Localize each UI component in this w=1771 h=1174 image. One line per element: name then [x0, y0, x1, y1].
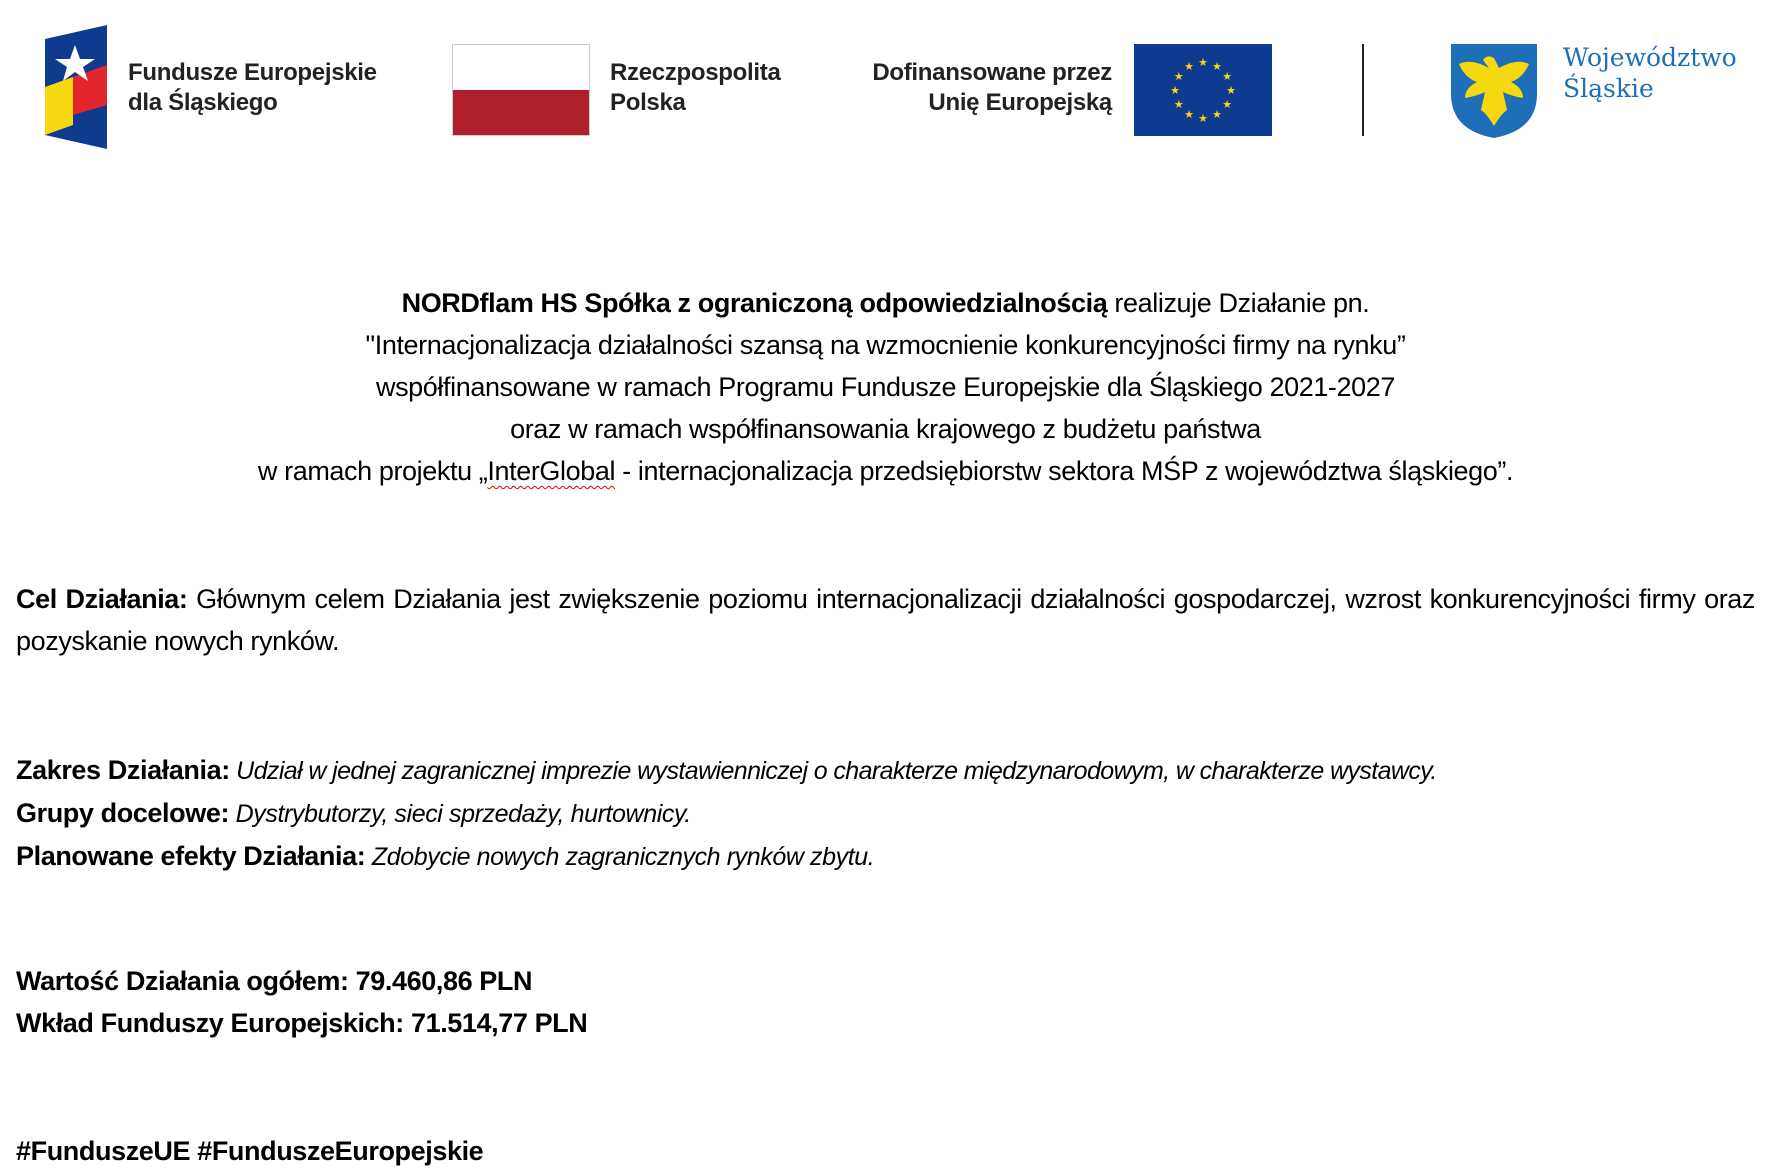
eu-contribution: Wkład Funduszy Europejskich: 71.514,77 PLN: [16, 1008, 588, 1038]
hashtags: #FunduszeUE #FunduszeEuropejskie: [16, 1136, 484, 1166]
divider: [1362, 44, 1364, 136]
goal-label: Cel Działania:: [16, 584, 188, 614]
rp-line2: Polska: [610, 89, 686, 116]
effects-label: Planowane efekty Działania:: [16, 841, 366, 871]
eu-star-icon: ★: [1226, 85, 1236, 97]
slaskie-line2: Śląskie: [1563, 74, 1654, 103]
intro-block: [0, 282, 1771, 492]
eu-flag-icon: [1134, 44, 1272, 136]
eu-flag: [1134, 44, 1272, 141]
fe-logo-text: [128, 58, 377, 118]
scope-text: Udział w jednej zagranicznej imprezie wystawienniczej o charakterze międzynarodowym, w charakterze wystawcy.: [229, 757, 1437, 785]
eu-star-icon: ★: [1184, 60, 1194, 73]
scope-label: Zakres Działania:: [16, 755, 230, 785]
intro-line1-rest: realizuje Działanie pn.: [1107, 288, 1370, 318]
eu-line2: Unię Europejską: [928, 89, 1112, 116]
effects-line: [16, 835, 1755, 878]
slaskie-logo-text: [1563, 42, 1737, 104]
fe-line1: Fundusze Europejskie: [128, 59, 377, 86]
eagle-icon: [1451, 44, 1537, 138]
company-name: NORDflam HS Spółka z ograniczoną odpowiedzialnością: [401, 288, 1108, 318]
eu-star-icon: ★: [1173, 71, 1184, 83]
eu-star-icon: ★: [1170, 85, 1180, 97]
eu-star-icon: ★: [1198, 57, 1208, 69]
intro-line-2: "Internacjonalizacja działalności szansą na wzmocnienie konkurencyjności firmy na rynku”: [365, 330, 1406, 360]
intro-line5-a: w ramach projektu „: [257, 456, 488, 486]
eu-logo-text: [872, 58, 1112, 118]
targets-text: Dystrybutorzy, sieci sprzedaży, hurtownicy.: [229, 800, 691, 828]
eu-star-icon: ★: [1173, 99, 1184, 111]
fe-logo: [45, 25, 109, 154]
effects-text: Zdobycie nowych zagranicznych rynków zbytu.: [365, 843, 875, 871]
fe-line2: dla Śląskiego: [128, 89, 278, 116]
targets-line: [16, 792, 1755, 835]
intro-line-1: [0, 282, 1771, 324]
eu-star-icon: ★: [1222, 99, 1233, 111]
targets-label: Grupy docelowe:: [16, 798, 230, 828]
eu-star-icon: ★: [1222, 71, 1233, 83]
details-block: [16, 749, 1755, 878]
goal-paragraph: [16, 578, 1755, 662]
slaskie-line1: Województwo: [1563, 43, 1737, 72]
fe-logo-icon: [45, 25, 109, 149]
rp-line1: Rzeczpospolita: [610, 59, 781, 86]
eu-star-icon: ★: [1184, 109, 1194, 122]
eu-star-icon: ★: [1212, 109, 1222, 122]
intro-line-5: [0, 450, 1771, 492]
total-value: Wartość Działania ogółem: 79.460,86 PLN: [16, 966, 533, 996]
eu-star-icon: ★: [1212, 60, 1222, 73]
slaskie-coat-of-arms: [1451, 44, 1537, 143]
rp-logo-text: [610, 58, 781, 118]
goal-text: Głównym celem Działania jest zwiększenie poziomu internacjonalizacji działalności gospodarczej, wzrost konkurencyjności firmy oraz pozyskanie nowych rynków.: [16, 584, 1755, 656]
intro-line5-b: - internacjonalizacja przedsiębiorstw sektora MŚP z województwa śląskiego”.: [615, 456, 1514, 486]
scope-line: [16, 749, 1755, 792]
project-name: InterGlobal: [487, 456, 616, 486]
eu-star-icon: ★: [1198, 113, 1208, 125]
intro-line-3: współfinansowane w ramach Programu Fundusze Europejskie dla Śląskiego 2021-2027: [375, 372, 1395, 402]
intro-line-4: oraz w ramach współfinansowania krajowego z budżetu państwa: [510, 414, 1261, 444]
values-block: [16, 960, 1755, 1044]
eu-line1: Dofinansowane przez: [872, 59, 1112, 86]
poland-flag: [452, 44, 590, 136]
